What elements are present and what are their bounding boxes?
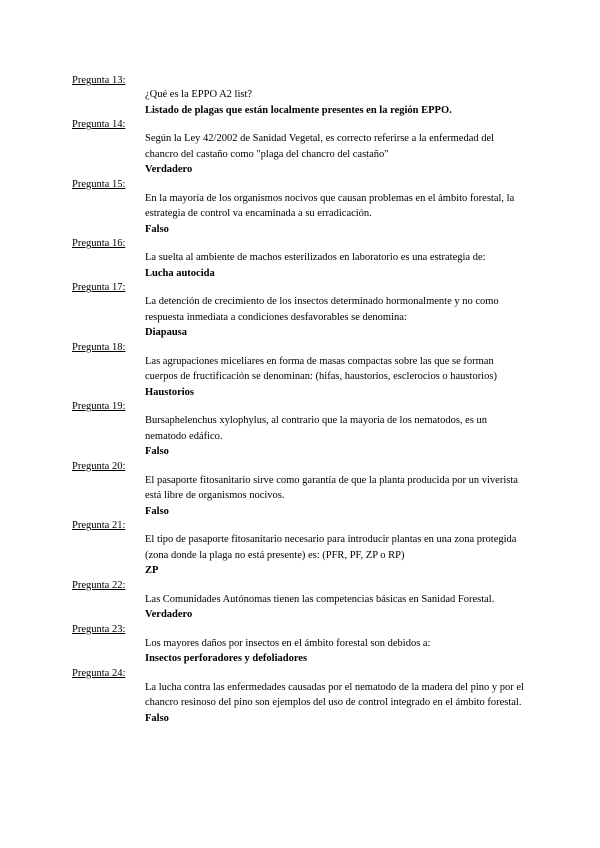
document-page: [0, 74, 600, 726]
question-14: [0, 118, 600, 178]
question-text: Según la Ley 42/2002 de Sanidad Vegetal, es correcto referirse a la enfermedad del chancro del castaño como "plaga del chancro del castaño": [145, 133, 495, 160]
question-body: [145, 592, 528, 623]
question-label: Pregunta 21:: [72, 520, 126, 531]
question-text: La detención de crecimiento de los insectos determinado hormonalmente y no como respuesta inmediata a condiciones desfavorables se denomina:: [145, 296, 499, 323]
question-answer: Falso: [145, 223, 169, 235]
question-23: [0, 623, 600, 667]
question-text: El pasaporte fitosanitario sirve como garantía de que la planta producida por un viverista está libre de organismos nocivos.: [145, 474, 518, 501]
question-answer: Listado de plagas que están localmente presentes en la región EPPO.: [145, 104, 452, 116]
question-label: Pregunta 22:: [72, 579, 126, 591]
question-text: Los mayores daños por insectos en el ámbito forestal son debidos a:: [145, 637, 431, 649]
question-answer: Verdadero: [145, 164, 193, 175]
question-label: Pregunta 17:: [72, 282, 126, 293]
question-label: Pregunta 18:: [72, 341, 126, 353]
question-label: Pregunta 13:: [72, 75, 126, 86]
question-body: [145, 87, 528, 118]
question-body: [145, 473, 528, 520]
question-answer: Verdadero: [145, 609, 193, 620]
question-label: Pregunta 23:: [72, 623, 126, 635]
question-body: [145, 413, 528, 460]
question-answer: Lucha autocida: [145, 267, 215, 279]
question-answer: Falso: [145, 712, 169, 724]
question-body: [145, 532, 528, 579]
question-label: Pregunta 15:: [72, 178, 126, 190]
question-13: [0, 74, 600, 118]
question-body: [145, 250, 528, 281]
question-body: [145, 131, 528, 178]
question-text: ¿Qué es la EPPO A2 list?: [145, 89, 253, 100]
question-text: Las agrupaciones miceliares en forma de masas compactas sobre las que se forman cuerpos de fructificación se denominan: (hifas, haustorios, esclerocios o haustorios): [145, 355, 497, 382]
question-16: [0, 237, 600, 281]
question-text: La lucha contra las enfermedades causadas por el nematodo de la madera del pino y por el chancro resinoso del pino son ejemplos del uso de control integrado en el ámbito forestal.: [145, 681, 525, 708]
question-answer: Haustorios: [145, 386, 195, 398]
question-answer: Insectos perforadores y defoliadores: [145, 653, 308, 664]
question-body: [145, 354, 528, 401]
question-20: [0, 460, 600, 520]
question-label: Pregunta 16:: [72, 238, 126, 249]
question-text: El tipo de pasaporte fitosanitario necesario para introducir plantas en una zona protegida (zona donde la plaga no está presente) es: (PFR, PF, ZP o RP): [145, 534, 517, 561]
question-label: Pregunta 20:: [72, 460, 126, 472]
question-24: [0, 667, 600, 727]
question-label: Pregunta 24:: [72, 667, 126, 679]
question-body: [145, 680, 528, 727]
question-body: [145, 636, 528, 667]
question-19: [0, 400, 600, 460]
question-label: Pregunta 19:: [72, 401, 126, 412]
question-text: La suelta al ambiente de machos esterilizados en laboratorio es una estrategia de:: [145, 252, 486, 263]
question-15: [0, 178, 600, 238]
question-answer: Falso: [145, 505, 169, 517]
question-label: Pregunta 14:: [72, 119, 126, 130]
question-22: [0, 579, 600, 623]
question-text: En la mayoría de los organismos nocivos que causan problemas en el ámbito forestal, la estrategia de control va encaminada a su erradicación.: [145, 192, 515, 219]
question-text: Las Comunidades Autónomas tienen las competencias básicas en Sanidad Forestal.: [145, 593, 495, 605]
question-answer: Diapausa: [145, 327, 188, 338]
question-18: [0, 341, 600, 401]
question-answer: Falso: [145, 446, 169, 457]
question-body: [145, 294, 528, 341]
question-21: [0, 519, 600, 579]
question-text: Bursaphelenchus xylophylus, al contrario que la mayoría de los nematodos, es un nematodo edáfico.: [145, 415, 488, 442]
question-answer: ZP: [145, 565, 159, 576]
question-17: [0, 281, 600, 341]
question-body: [145, 191, 528, 238]
